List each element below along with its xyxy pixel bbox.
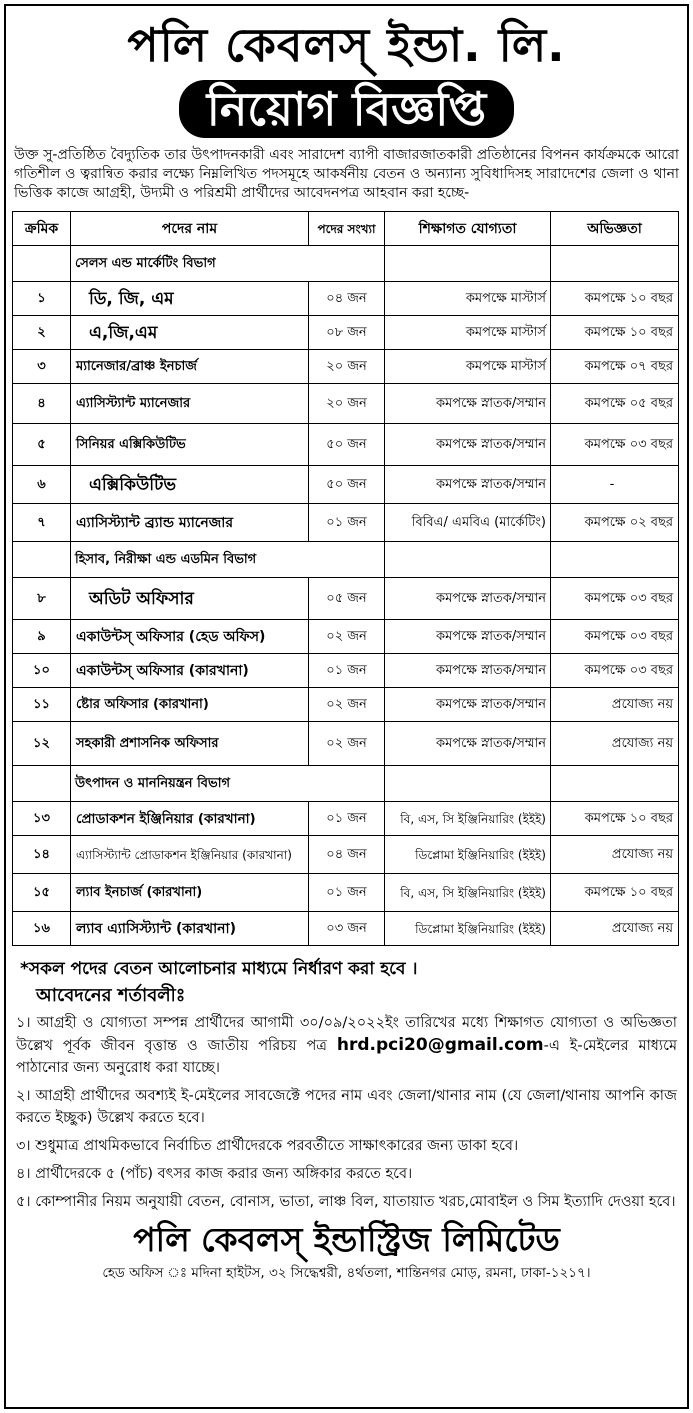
row-serial: ৯ — [13, 620, 71, 654]
row-count: ০২ জন — [309, 688, 385, 722]
table-row — [13, 722, 679, 766]
job-circular — [4, 4, 689, 1409]
row-experience: প্রযোজ্য নয় — [551, 912, 679, 946]
header-count: পদের সংখ্যা — [309, 212, 385, 246]
row-experience: প্রযোজ্য নয় — [551, 836, 679, 874]
row-post: অডিট অফিসার — [71, 578, 309, 620]
row-education: কমপক্ষে স্নাতক/সম্মান — [385, 654, 551, 688]
row-post: এ্যাসিস্ট্যান্ট ব্র্যান্ড ম্যানেজার — [71, 504, 309, 542]
row-post: এক্সিকিউটিভ — [71, 466, 309, 504]
row-post: ডি, জি, এম — [71, 282, 309, 316]
table-row — [13, 316, 679, 350]
row-experience: কমপক্ষে ১০ বছর — [551, 802, 679, 836]
table-row — [13, 874, 679, 912]
notice-title: নিয়োগ বিজ্ঞপ্তি — [179, 80, 514, 138]
row-education: ডিপ্লোমা ইঞ্জিনিয়ারিং (ইইই) — [385, 912, 551, 946]
condition-5: ৫। কোম্পানীর নিয়ম অনুযায়ী বেতন, বোনাস, ভাতা, লাঞ্চ বিল, যাতায়াত খরচ,মোবাইল ও সিম ইত্যাদি দেওয়া হবে। — [16, 1194, 676, 1210]
row-experience: কমপক্ষে ১০ বছর — [551, 282, 679, 316]
dept-accounts-audit-admin: হিসাব, নিরীক্ষা এন্ড এডমিন বিভাগ — [71, 542, 385, 578]
row-education: কমপক্ষে মাস্টার্স — [385, 350, 551, 384]
header-serial: ক্রমিক — [13, 212, 71, 246]
row-post: ল্যাব এ্যাসিস্ট্যান্ট (কারখানা) — [71, 912, 309, 946]
row-serial: ১৩ — [13, 802, 71, 836]
table-row — [13, 620, 679, 654]
row-serial: ৬ — [13, 466, 71, 504]
table-row — [13, 578, 679, 620]
conditions-list — [6, 1008, 687, 1213]
table-row — [13, 350, 679, 384]
row-experience: কমপক্ষে ০৩ বছর — [551, 578, 679, 620]
condition-1 — [16, 1012, 677, 1079]
row-count: ০১ জন — [309, 874, 385, 912]
row-post: এ্যাসিস্ট্যান্ট ম্যানেজার — [71, 384, 309, 424]
table-row — [13, 912, 679, 946]
table-row — [13, 802, 679, 836]
row-education: বি, এস, সি ইঞ্জিনিয়ারিং (ইইই) — [385, 802, 551, 836]
row-post: একাউন্টস্ অফিসার (কারখানা) — [71, 654, 309, 688]
row-education: কমপক্ষে স্নাতক/সম্মান — [385, 578, 551, 620]
row-count: ০৪ জন — [309, 282, 385, 316]
table-row — [13, 688, 679, 722]
row-education: কমপক্ষে স্নাতক/সম্মান — [385, 688, 551, 722]
row-experience: কমপক্ষে ০৭ বছর — [551, 350, 679, 384]
footer-address: হেড অফিস ঃ মদিনা হাইটস, ৩২ সিদ্ধেশ্বরী, ৪র্থতলা, শান্তিনগর মোড়, রমনা, ঢাকা-১২১৭। — [102, 1265, 591, 1281]
jobs-table — [12, 211, 679, 946]
header-education: শিক্ষাগত যোগ্যতা — [385, 212, 551, 246]
row-experience: কমপক্ষে ০৩ বছর — [551, 654, 679, 688]
row-serial: ৪ — [13, 384, 71, 424]
row-count: ০১ জন — [309, 504, 385, 542]
row-experience: কমপক্ষে ০৫ বছর — [551, 384, 679, 424]
condition-1-text: ১। আগ্রহী ও যোগ্যতা সম্পন্ন প্রার্থীদের আগামী ৩০/০৯/২০২২ইং তারিখের মধ্যে শিক্ষাগত যোগ্যতা ও অভিজ্ঞতা উল্লেখ পূর্বক জীবন বৃত্তান্ত ও জাতীয় পরিচয় পত্র — [16, 1015, 677, 1054]
row-education: কমপক্ষে স্নাতক/সম্মান — [385, 466, 551, 504]
row-count: ২০ জন — [309, 384, 385, 424]
row-experience: - — [551, 466, 679, 504]
table-row — [13, 654, 679, 688]
row-serial: ১ — [13, 282, 71, 316]
row-serial: ৫ — [13, 424, 71, 466]
dept-production-qc: উৎপাদন ও মাননিয়ন্ত্রন বিভাগ — [71, 766, 385, 802]
condition-3: ৩। শুধুমাত্র প্রাথমিকভাবে নির্বাচিত প্রার্থীদেরকে পরবর্তীতে সাক্ষাৎকারের জন্য ডাকা হবে। — [16, 1138, 519, 1154]
row-experience: প্রযোজ্য নয় — [551, 688, 679, 722]
row-post: সিনিয়র এক্সিকিউটিভ — [71, 424, 309, 466]
table-row — [13, 466, 679, 504]
row-experience: কমপক্ষে ০৩ বছর — [551, 620, 679, 654]
row-post: ম্যানেজার/ব্রাঞ্চ ইনচার্জ — [71, 350, 309, 384]
row-experience: কমপক্ষে ০৩ বছর — [551, 424, 679, 466]
row-count: ০৪ জন — [309, 836, 385, 874]
row-serial: ১১ — [13, 688, 71, 722]
row-serial: ১০ — [13, 654, 71, 688]
row-post: প্রোডাকশন ইঞ্জিনিয়ার (কারখানা) — [71, 802, 309, 836]
dept-row — [13, 246, 679, 282]
table-header-row — [13, 212, 679, 246]
dept-row — [13, 766, 679, 802]
row-experience: কমপক্ষে ০২ বছর — [551, 504, 679, 542]
row-education: বিবিএ/ এমবিএ (মার্কেটিং) — [385, 504, 551, 542]
row-experience: কমপক্ষে ১০ বছর — [551, 874, 679, 912]
conditions-heading: আবেদনের শর্তাবলীঃ — [36, 985, 186, 1006]
row-count: ৫০ জন — [309, 466, 385, 504]
row-count: ৫০ জন — [309, 424, 385, 466]
row-education: কমপক্ষে স্নাতক/সম্মান — [385, 384, 551, 424]
row-post: এ্যাসিস্ট্যান্ট প্রোডাকশন ইঞ্জিনিয়ার (কারখানা) — [71, 836, 309, 874]
row-serial: ৮ — [13, 578, 71, 620]
title-wrap — [6, 80, 687, 138]
row-count: ০৩ জন — [309, 912, 385, 946]
row-education: বি, এস, সি ইঞ্জিনিয়ারিং (ইইই) — [385, 874, 551, 912]
row-post: ল্যাব ইনচার্জ (কারখানা) — [71, 874, 309, 912]
dept-row — [13, 542, 679, 578]
row-post: সহকারী প্রশাসনিক অফিসার — [71, 722, 309, 766]
row-experience: প্রযোজ্য নয় — [551, 722, 679, 766]
row-education: কমপক্ষে স্নাতক/সম্মান — [385, 722, 551, 766]
row-count: ০৮ জন — [309, 316, 385, 350]
row-count: ০১ জন — [309, 802, 385, 836]
header-experience: অভিজ্ঞতা — [551, 212, 679, 246]
row-serial: ৭ — [13, 504, 71, 542]
row-education: কমপক্ষে মাস্টার্স — [385, 282, 551, 316]
row-serial: ১২ — [13, 722, 71, 766]
intro-paragraph: উক্ত সু-প্রতিষ্ঠিত বৈদ্যুতিক তার উৎপাদনকারী এবং সারাদেশ ব্যাপী বাজারজাতকারী প্রতিষ্ঠানের বিপনন কার্যক্রমকে আরো গতিশীল ও ত্বরান্বিত করার লক্ষ্যে নিম্নলিখিত পদসমূহে আকর্ষনীয় বেতন ও অন্যান্য সুবিধাদিসহ সারাদেশের জেলা ও থানা ভিত্তিক কাজে আগ্রহী, উদ্যমী ও পরিশ্রমী প্রার্থীদের আবেদনপত্র আহবান করা হচ্ছে- — [14, 147, 679, 201]
row-count: ০১ জন — [309, 654, 385, 688]
table-row — [13, 424, 679, 466]
row-serial: ১৫ — [13, 874, 71, 912]
row-count: ২০ জন — [309, 350, 385, 384]
company-name: পলি কেবলস্ ইন্ডা. লি. — [127, 18, 566, 72]
row-serial: ২ — [13, 316, 71, 350]
table-row — [13, 836, 679, 874]
table-row — [13, 384, 679, 424]
row-post: ষ্টোর অফিসার (কারখানা) — [71, 688, 309, 722]
salary-note: *সকল পদের বেতন আলোচনার মাধ্যমে নির্ধারণ করা হবে । — [20, 959, 418, 979]
row-experience: কমপক্ষে ১০ বছর — [551, 316, 679, 350]
row-serial: ১৪ — [13, 836, 71, 874]
condition-2: ২। আগ্রহী প্রার্থীদের অবশ্যই ই-মেইলের সাবজেক্টে পদের নাম এবং জেলা/থানার নাম (যে জেলা/থানায় আপনি কাজ করতে ইচ্ছুক) উল্লেখ করতে হবে। — [16, 1088, 677, 1126]
condition-4: ৪। প্রার্থীদেরকে ৫ (পাঁচ) বৎসর কাজ করার জন্য অঙ্গিকার করতে হবে। — [16, 1166, 413, 1182]
header-post: পদের নাম — [71, 212, 309, 246]
row-post: এ,জি,এম — [71, 316, 309, 350]
footer-company-name: পলি কেবলস্ ইন্ডাস্ট্রিজ লিমিটেড — [133, 1220, 560, 1259]
row-count: ০২ জন — [309, 620, 385, 654]
dept-sales-marketing: সেলস এন্ড মার্কেটিং বিভাগ — [71, 246, 385, 282]
row-education: কমপক্ষে স্নাতক/সম্মান — [385, 424, 551, 466]
row-serial: ৩ — [13, 350, 71, 384]
row-education: ডিপ্লোমা ইঞ্জিনিয়ারিং (ইইই) — [385, 836, 551, 874]
row-education: কমপক্ষে স্নাতক/সম্মান — [385, 620, 551, 654]
condition-1-tail: -এ ই-মেইলের মাধ্যমে পাঠানোর জন্য অনুরোধ করা যাচ্ছে। — [16, 1038, 678, 1076]
row-education: কমপক্ষে মাস্টার্স — [385, 316, 551, 350]
row-post: একাউন্টস্ অফিসার (হেড অফিস) — [71, 620, 309, 654]
table-row — [13, 282, 679, 316]
row-serial: ১৬ — [13, 912, 71, 946]
email-address[interactable]: hrd.pci20@gmail.com — [336, 1035, 544, 1055]
table-row — [13, 504, 679, 542]
row-count: ০৫ জন — [309, 578, 385, 620]
row-count: ০২ জন — [309, 722, 385, 766]
